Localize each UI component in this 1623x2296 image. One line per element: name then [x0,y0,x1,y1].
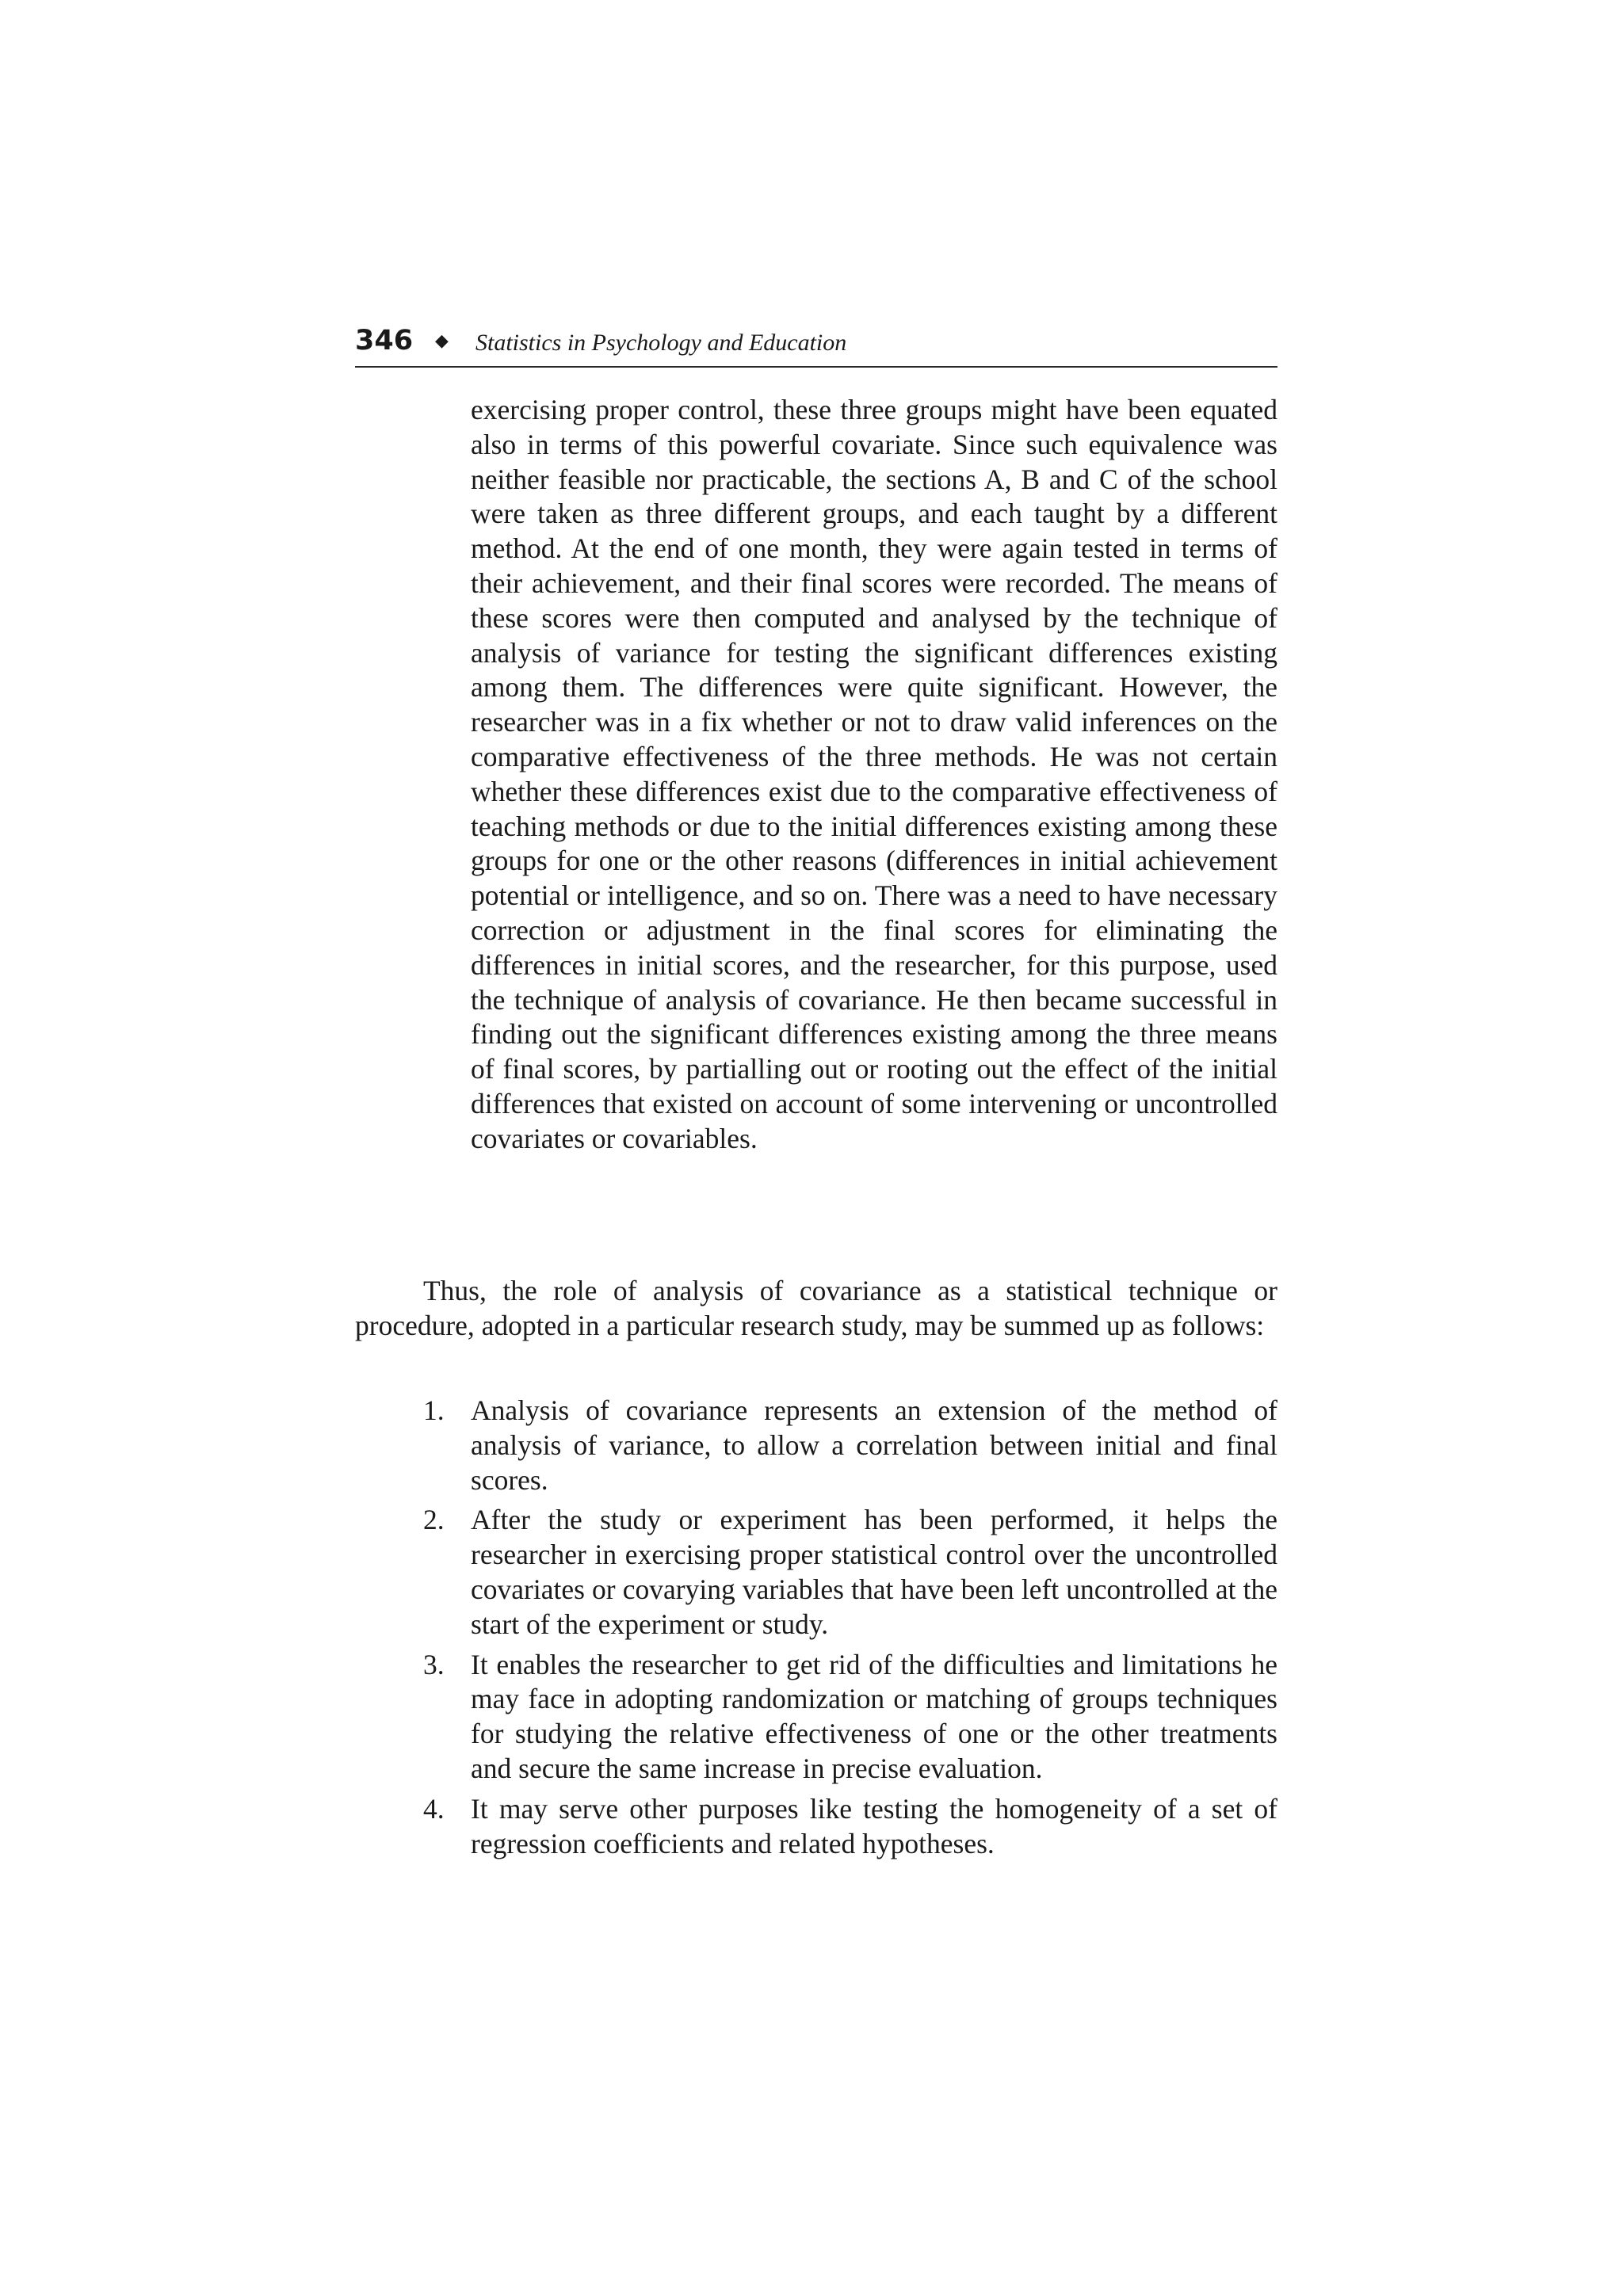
page-number: 346 [355,325,414,357]
list-item-number: 2. [423,1504,445,1536]
running-title: Statistics in Psychology and Education [475,330,847,356]
lead-paragraph: Thus, the role of analysis of covariance as a statistical technique or procedure, adopted in a particular research study, may be summed up as follows: [355,1275,1277,1341]
list-item [355,1394,1277,1497]
list-item-text: It may serve other purposes like testing the homogeneity of a set of regression coefficients and related hypotheses. [471,1792,1277,1859]
list-item-number: 3. [423,1648,445,1680]
list-item-text: After the study or experiment has been performed, it helps the researcher in exercising proper statistical control over the uncontrolled covariates or covarying variables that have been left uncontrolled at the start of the experiment or study. [471,1504,1277,1640]
list-item [355,1648,1277,1787]
list-item [355,1503,1277,1642]
diamond-icon: ◆ [435,331,449,351]
list-item-text: It enables the researcher to get rid of the difficulties and limitations he may face in adopting randomization or matching of groups techniques for studying the relative effectiveness of one or the other treatments and secure the same increase in precise evaluation. [471,1648,1277,1784]
list-item [355,1792,1277,1862]
numbered-list [355,1394,1277,1867]
list-item-text: Analysis of covariance represents an extension of the method of analysis of variance, to allow a correlation between initial and final scores. [471,1394,1277,1496]
list-item-number: 1. [423,1394,445,1426]
page-header [355,317,1277,368]
list-item-number: 4. [423,1792,445,1825]
indented-paragraph: exercising proper control, these three groups might have been equated also in terms of this powerful covariate. Since such equivalence was neither feasible nor practicable, the sections A, B and C of the school were taken as three different groups, and each taught by a different method. At the end of one month, they were again tested in terms of their achievement, and their final scores were recorded. The means of these scores were then computed and analysed by the technique of analysis of variance for testing the significant differences existing among them. The differences were quite significant. However, the researcher was in a fix whether or not to draw valid inferences on the comparative effectiveness of the three methods. He was not certain whether these differences exist due to the comparative effectiveness of teaching methods or due to the initial differences existing among these groups for one or the other reasons (differences in initial achievement potential or intelligence, and so on. There was a need to have necessary correction or adjustment in the final scores for eliminating the differences in initial scores, and the researcher, for this purpose, used the technique of analysis of covariance. He then became successful in finding out the significant differences existing among the three means of final scores, by partialling out or rooting out the effect of the initial differences that existed on account of some intervening or uncontrolled covariates or covariables. [471,394,1277,1154]
